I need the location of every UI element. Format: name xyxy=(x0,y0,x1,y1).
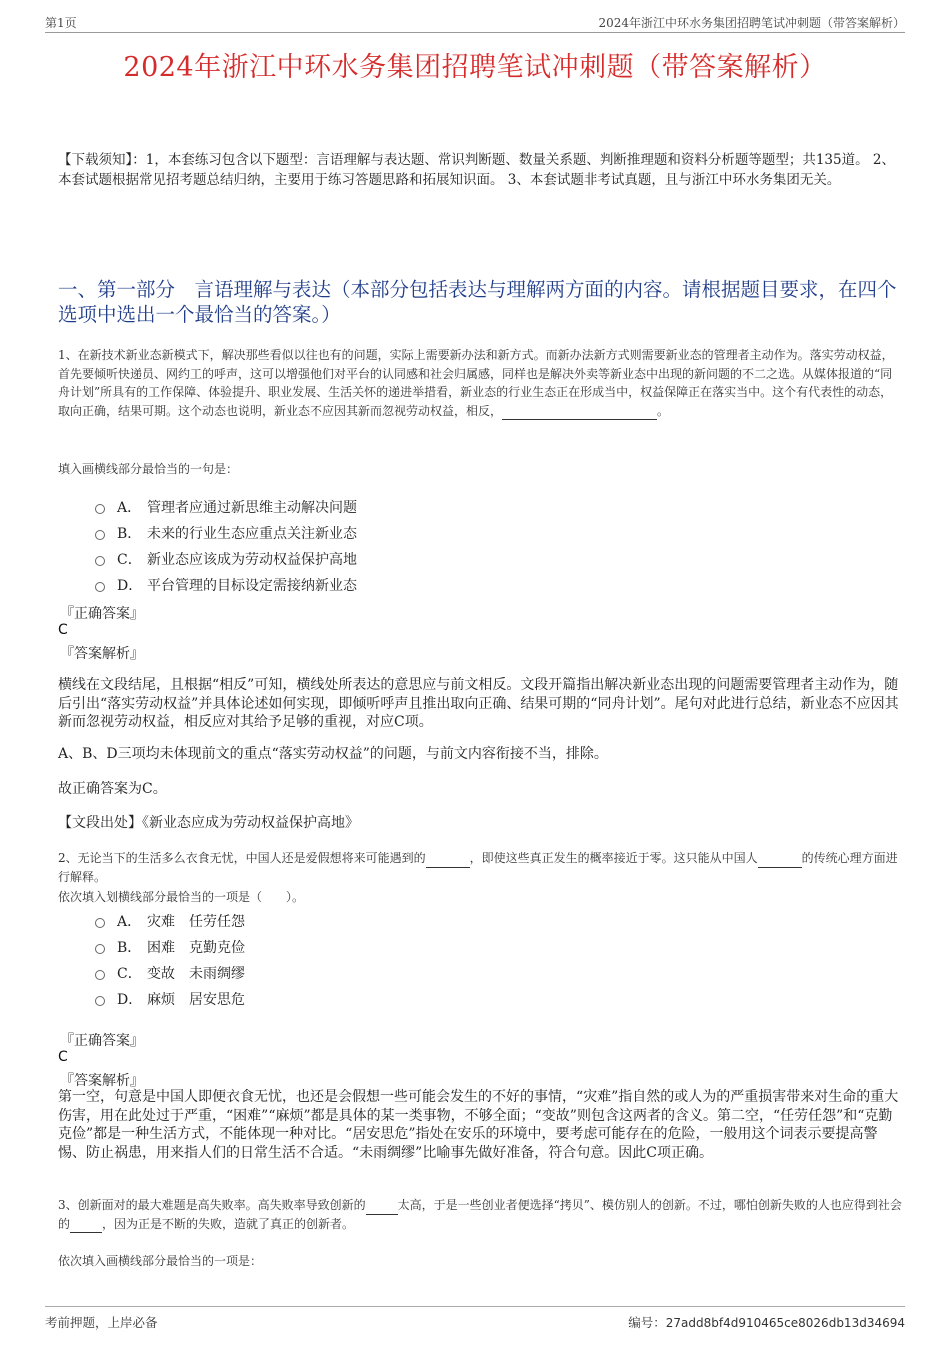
section-heading: 一、第一部分 言语理解与表达（本部分包括表达与理解两方面的内容。请根据题目要求，在四个选项中选出一个最恰当的答案。） xyxy=(58,278,897,326)
q2-answer: C xyxy=(58,1049,68,1065)
option-letter: B． xyxy=(117,526,142,542)
q1-answer-label: 『正确答案』 xyxy=(60,606,144,622)
option-text: 变故 未雨绸缪 xyxy=(147,966,245,982)
question-2-blank-1 xyxy=(426,854,470,868)
q1-option-b[interactable] xyxy=(95,523,357,543)
footer-code-value: 27add8bf4d910465ce8026db13d34694 xyxy=(665,1316,905,1330)
page-number: 第1页 xyxy=(45,16,77,30)
option-letter: C． xyxy=(117,966,142,982)
question-3-blank-1 xyxy=(366,1201,398,1215)
q2-answer-label: 『正确答案』 xyxy=(60,1033,144,1049)
question-2-text xyxy=(58,849,903,886)
question-2-blank-2 xyxy=(758,854,802,868)
footer-slogan: 考前押题，上岸必备 xyxy=(45,1315,158,1330)
q1-source: 【文段出处】《新业态应成为劳动权益保护高地》 xyxy=(58,815,359,831)
q2-option-c[interactable] xyxy=(95,963,245,983)
question-1-text xyxy=(58,346,903,420)
q1-option-d[interactable] xyxy=(95,575,357,595)
option-text: 未来的行业生态应重点关注新业态 xyxy=(147,526,357,542)
question-2-part-a: 2、无论当下的生活多么衣食无忧，中国人还是爱假想将来可能遇到的 xyxy=(58,851,426,865)
q1-answer: C xyxy=(58,622,68,638)
option-letter: A． xyxy=(117,914,142,930)
header-divider xyxy=(45,32,905,33)
q2-option-a[interactable] xyxy=(95,911,245,931)
question-1-end: 。 xyxy=(657,403,670,418)
option-letter: C． xyxy=(117,552,142,568)
q1-analysis-para-1: 横线在文段结尾，且根据“相反”可知，横线处所表达的意思应与前文相反。文段开篇指出解决新业态出现的问题需要管理者主动作为，随后引出“落实劳动权益”并具体论述如何实现，即倾听呼声且推出取向正确、结果可期的“同舟计划”。尾句对此进行总结，新业态不应因其新而忽视劳动权益，相反应对其给予足够的重视，对应C项。 xyxy=(58,677,899,730)
radio-icon[interactable] xyxy=(95,944,105,954)
question-2-part-b: ，即使这些真正发生的概率接近于零。这只能从中国人 xyxy=(469,851,758,865)
page-title: 2024年浙江中环水务集团招聘笔试冲刺题（带答案解析） xyxy=(123,52,827,83)
q1-option-a[interactable] xyxy=(95,497,357,517)
footer-code xyxy=(628,1313,905,1331)
question-3-part-c: ，因为正是不断的失败，造就了真正的创新者。 xyxy=(102,1216,355,1231)
question-1-body: 1、在新技术新业态新模式下，解决那些看似以往也有的问题，实际上需要新办法和新方式。而新办法新方式则需要新业态的管理者主动作为。落实劳动权益，首先要倾听快递员、网约工的呼声，这可以增强他们对平台的认同感和社会归属感，同样也是解决外卖等新业态中出现的新问题的不二之选。从媒体报道的“同舟计划”所具有的工作保障、体验提升、职业发展、生活关怀的递进举措看，新业态的行业生态正在形成当中，权益保障正在落实当中。这个有代表性的动态，取向正确，结果可期。这个动态也说明，新业态不应因其新而忽视劳动权益，相反， xyxy=(58,348,894,418)
q1-analysis-label: 『答案解析』 xyxy=(60,646,144,662)
q1-analysis-para-2: A、B、D三项均未体现前文的重点“落实劳动权益”的问题，与前文内容衔接不当，排除。 xyxy=(58,746,608,762)
question-2-prompt: 依次填入划横线部分最恰当的一项是（ ）。 xyxy=(58,890,305,904)
question-3-text xyxy=(58,1196,903,1233)
q1-option-c[interactable] xyxy=(95,549,357,569)
option-letter: B． xyxy=(117,940,142,956)
question-2-part-c: 的传统心理方面进行解释。 xyxy=(58,851,898,884)
q2-analysis-label: 『答案解析』 xyxy=(60,1073,144,1089)
q2-analysis: 第一空，句意是中国人即便衣食无忧，也还是会假想一些可能会发生的不好的事情，“灾难”指自然的或人为的严重损害带来对生命的重大伤害，用在此处过于严重，“困难”“麻烦”都是具体的某一类事物，不够全面；“变故”则包含这两者的含义。第二空，“任劳任怨”和“克勤克俭”都是一种生活方式，不能体现一种对比。“居安思危”指处在安乐的环境中，要考虑可能存在的危险，一般用这个词表示要提高警惕、防止祸患，用来指人们的日常生活不合适。“未雨绸缪”比喻事先做好准备，符合句意。因此C项正确。 xyxy=(58,1089,899,1161)
radio-icon[interactable] xyxy=(95,918,105,928)
radio-icon[interactable] xyxy=(95,582,105,592)
radio-icon[interactable] xyxy=(95,970,105,980)
question-3-prompt: 依次填入画横线部分最恰当的一项是： xyxy=(58,1254,263,1268)
radio-icon[interactable] xyxy=(95,504,105,514)
question-3-blank-2 xyxy=(70,1219,102,1233)
question-3-part-a: 3、创新面对的最大难题是高失败率。高失败率导致创新的 xyxy=(58,1198,366,1212)
footer-divider xyxy=(45,1306,905,1307)
header-doc-title: 2024年浙江中环水务集团招聘笔试冲刺题（带答案解析） xyxy=(598,16,905,30)
download-notice: 【下载须知】：1，本套练习包含以下题型：言语理解与表达题、常识判断题、数量关系题、判断推理题和资料分析题等题型；共135道。 2、本套试题根据常见招考题总结归纳，主要用于练习答题思路和拓展知识面。 3、本套试题非考试真题，且与浙江中环水务集团无关。 xyxy=(58,152,895,188)
footer-code-label: 编号： xyxy=(628,1315,666,1330)
radio-icon[interactable] xyxy=(95,556,105,566)
option-letter: D． xyxy=(117,578,143,594)
radio-icon[interactable] xyxy=(95,996,105,1006)
option-text: 困难 克勤克俭 xyxy=(147,940,245,956)
option-text: 新业态应该成为劳动权益保护高地 xyxy=(147,552,357,568)
option-text: 平台管理的目标设定需接纳新业态 xyxy=(147,578,357,594)
option-text: 管理者应通过新思维主动解决问题 xyxy=(147,500,357,516)
question-1-blank xyxy=(502,405,657,420)
q2-option-b[interactable] xyxy=(95,937,245,957)
q1-analysis-para-3: 故正确答案为C。 xyxy=(58,781,167,797)
option-text: 麻烦 居安思危 xyxy=(147,992,245,1008)
q2-option-d[interactable] xyxy=(95,989,245,1009)
option-text: 灾难 任劳任怨 xyxy=(147,914,245,930)
option-letter: D． xyxy=(117,992,143,1008)
question-3-part-b: 太高，于是一些创业者便选择“拷贝”、模仿别人的创新。不过，哪怕创新失败的人也应得到社会的 xyxy=(58,1198,902,1231)
radio-icon[interactable] xyxy=(95,530,105,540)
option-letter: A． xyxy=(117,500,142,516)
question-1-prompt: 填入画横线部分最恰当的一句是： xyxy=(58,462,239,476)
